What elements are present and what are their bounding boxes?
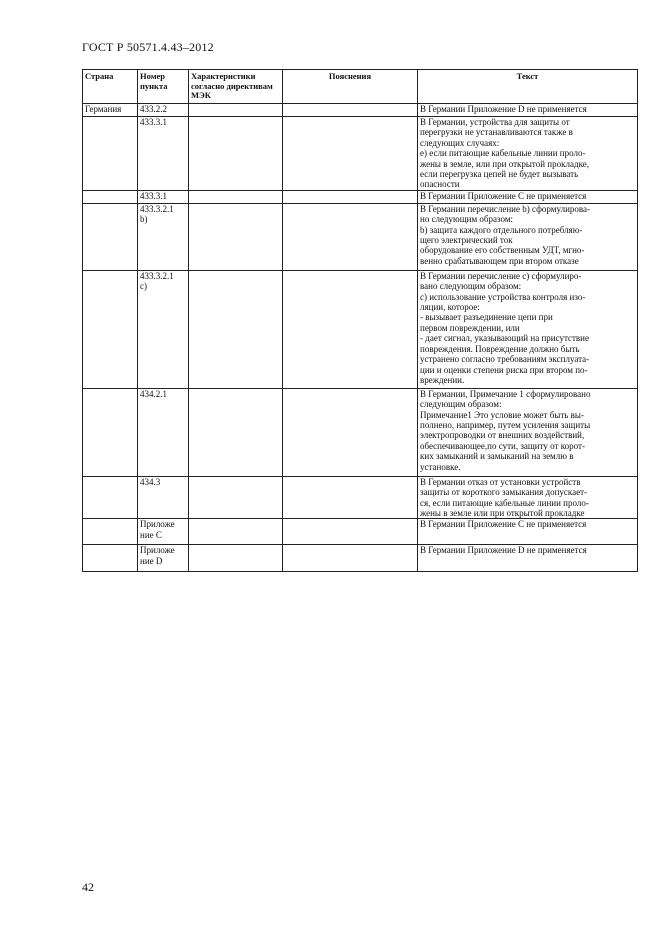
column-header-notes: Пояснения (283, 70, 418, 104)
cell-notes (283, 104, 418, 117)
cell-characteristics (189, 476, 283, 519)
cell-country (83, 388, 138, 476)
cell-country (83, 545, 138, 572)
cell-clause: 433.3.2.1 c) (138, 270, 189, 388)
cell-clause: 433.3.1 (138, 117, 189, 191)
table-row (83, 270, 638, 388)
page-number: 42 (82, 880, 94, 894)
cell-characteristics (189, 117, 283, 191)
cell-text: В Германии перечисление с) сформулиро- вано следующим образом: с) использование устройства контроля изо- ляции, которое: - вызывает разъединение цепи при первом повреждении, или - дает сигнал, указывающий на присутствие повреждения. Повреждение должно быть устранено согласно требованиям эксплуата- ции и оценки степени риска при втором по- вреждении. (418, 270, 638, 388)
table-row (83, 117, 638, 191)
table-row (83, 203, 638, 270)
column-header-country: Страна (83, 70, 138, 104)
cell-notes (283, 270, 418, 388)
cell-clause: 434.2.1 (138, 388, 189, 476)
cell-clause: 434.3 (138, 476, 189, 519)
cell-country (83, 270, 138, 388)
document-header: ГОСТ Р 50571.4.43–2012 (82, 40, 214, 54)
cell-notes (283, 203, 418, 270)
column-header-text: Текст (418, 70, 638, 104)
cell-country (83, 203, 138, 270)
cell-country (83, 476, 138, 519)
cell-text: В Германии Приложение D не применяется (418, 545, 638, 572)
deviations-table (82, 69, 638, 572)
cell-notes (283, 117, 418, 191)
cell-clause: Приложе ние D (138, 545, 189, 572)
table-row (83, 519, 638, 545)
cell-notes (283, 388, 418, 476)
cell-text: В Германии Приложение С не применяется (418, 519, 638, 545)
cell-characteristics (189, 104, 283, 117)
table-body (83, 104, 638, 572)
cell-notes (283, 519, 418, 545)
table-row (83, 190, 638, 203)
cell-clause: Приложе ние С (138, 519, 189, 545)
cell-country (83, 190, 138, 203)
cell-country: Германия (83, 104, 138, 117)
cell-text: В Германии Приложение D не применяется (418, 104, 638, 117)
cell-characteristics (189, 203, 283, 270)
cell-clause: 433.3.2.1 b) (138, 203, 189, 270)
table-row (83, 388, 638, 476)
cell-characteristics (189, 270, 283, 388)
table-row (83, 545, 638, 572)
cell-text: В Германии отказ от установки устройств защиты от короткого замыкания допускает- ся, если питающие кабельные линии проло- жены в земле или при открытой прокладке (418, 476, 638, 519)
cell-characteristics (189, 190, 283, 203)
cell-notes (283, 476, 418, 519)
cell-characteristics (189, 388, 283, 476)
cell-clause: 433.3.1 (138, 190, 189, 203)
column-header-characteristics: Характеристики согласно директивам МЭК (189, 70, 283, 104)
cell-text: В Германии перечисление b) сформулирова- но следующим образом: b) защита каждого отдельного потребляю- щего электрический ток оборудование его собственным УДТ, мгно- венно срабатывающем при втором отказе (418, 203, 638, 270)
cell-country (83, 117, 138, 191)
cell-clause: 433.2.2 (138, 104, 189, 117)
table-row (83, 104, 638, 117)
cell-text: В Германии, Примечание 1 сформулировано следующим образом: Примечание1 Это условие может быть вы- полнено, например, путем усиления защиты электропроводки от внешних воздействий, обеспечивающее,по сути, защиту от корот- ких замыканий и замыканий на землю в установке. (418, 388, 638, 476)
cell-characteristics (189, 519, 283, 545)
cell-characteristics (189, 545, 283, 572)
cell-notes (283, 545, 418, 572)
column-header-clause: Номер пункта (138, 70, 189, 104)
cell-country (83, 519, 138, 545)
table-header-row (83, 70, 638, 104)
table-row (83, 476, 638, 519)
cell-notes (283, 190, 418, 203)
cell-text: В Германии Приложение С не применяется (418, 190, 638, 203)
cell-text: В Германии, устройства для защиты от перегрузки не устанавливаются также в следующих случаях: e) если питающие кабельные линии проло- жены в земле, или при открытой прокладке, если перегрузка цепей не будет вызывать опасности (418, 117, 638, 191)
